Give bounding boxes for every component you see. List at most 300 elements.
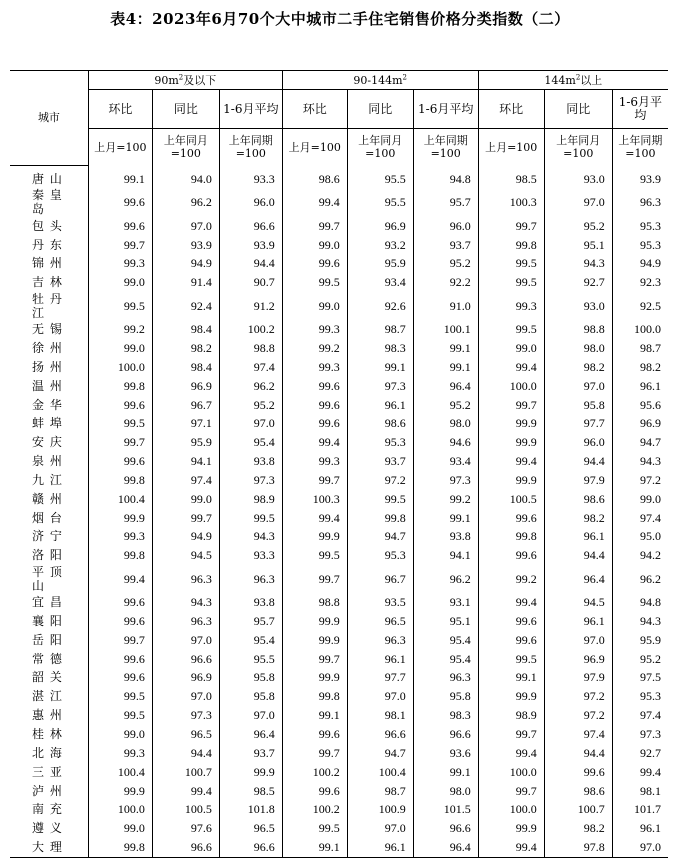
index-value: 99.6	[88, 188, 152, 216]
index-value: 99.8	[347, 508, 413, 527]
index-value: 99.5	[88, 292, 152, 320]
index-value: 94.3	[152, 593, 219, 612]
index-value: 97.0	[347, 819, 413, 838]
index-value: 98.6	[544, 781, 612, 800]
index-value: 100.0	[478, 800, 544, 819]
index-value: 95.5	[347, 188, 413, 216]
index-value: 101.7	[612, 800, 668, 819]
city-name: 大理	[10, 838, 88, 857]
index-value: 97.0	[152, 687, 219, 706]
index-value: 96.6	[413, 819, 478, 838]
index-value: 97.0	[347, 687, 413, 706]
index-value: 99.2	[478, 565, 544, 593]
index-value: 99.1	[88, 165, 152, 188]
index-value: 99.6	[478, 508, 544, 527]
index-value: 96.4	[219, 725, 282, 744]
index-value: 100.5	[478, 489, 544, 508]
index-value: 94.4	[219, 254, 282, 273]
index-value: 94.7	[612, 433, 668, 452]
index-value: 98.2	[544, 508, 612, 527]
index-value: 99.6	[88, 216, 152, 235]
index-value: 99.9	[282, 527, 347, 546]
base-header: 上月=100	[478, 129, 544, 166]
index-value: 97.2	[544, 706, 612, 725]
table-row	[10, 527, 668, 546]
index-value: 97.7	[544, 414, 612, 433]
index-value: 99.6	[544, 762, 612, 781]
index-value: 99.4	[478, 357, 544, 376]
index-value: 93.5	[347, 593, 413, 612]
index-value: 99.6	[478, 546, 544, 565]
index-value: 100.7	[152, 762, 219, 781]
index-value: 97.7	[347, 668, 413, 687]
index-value: 95.9	[152, 433, 219, 452]
index-value: 100.3	[478, 188, 544, 216]
index-value: 98.2	[612, 357, 668, 376]
index-value: 93.9	[219, 235, 282, 254]
index-value: 95.3	[612, 235, 668, 254]
table-row	[10, 565, 668, 593]
index-value: 99.2	[88, 320, 152, 339]
index-value: 96.2	[219, 376, 282, 395]
base-header: 上年同月=100	[544, 129, 612, 166]
index-value: 98.2	[544, 357, 612, 376]
index-value: 99.5	[219, 508, 282, 527]
index-value: 101.8	[219, 800, 282, 819]
index-value: 94.4	[544, 743, 612, 762]
index-value: 95.9	[347, 254, 413, 273]
index-value: 99.5	[282, 273, 347, 292]
index-value: 97.9	[544, 470, 612, 489]
index-value: 97.0	[544, 630, 612, 649]
city-name: 韶关	[32, 670, 62, 685]
table-row	[10, 630, 668, 649]
index-value: 99.4	[478, 593, 544, 612]
city-name: 唐山	[32, 171, 62, 186]
index-value: 92.3	[612, 273, 668, 292]
index-value: 97.2	[544, 687, 612, 706]
city-name: 徐州	[32, 340, 62, 355]
index-value: 100.4	[347, 762, 413, 781]
index-value: 99.0	[88, 819, 152, 838]
index-value: 92.7	[544, 273, 612, 292]
index-value: 99.5	[478, 254, 544, 273]
city-name: 秦皇岛	[32, 188, 62, 217]
sub-header-yoy: 同比	[544, 90, 612, 129]
group-header-medium: $90-144m^2$	[282, 71, 478, 90]
index-value: 99.4	[152, 781, 219, 800]
index-value: 99.4	[478, 743, 544, 762]
table-row	[10, 216, 668, 235]
index-value: 99.7	[478, 781, 544, 800]
index-value: 93.8	[219, 452, 282, 471]
index-value: 99.2	[282, 339, 347, 358]
index-value: 94.4	[152, 743, 219, 762]
table-row	[10, 762, 668, 781]
index-value: 93.7	[413, 235, 478, 254]
index-value: 100.9	[347, 800, 413, 819]
index-value: 96.3	[152, 612, 219, 631]
index-value: 95.3	[347, 546, 413, 565]
index-value: 99.6	[282, 725, 347, 744]
index-value: 99.9	[88, 781, 152, 800]
index-value: 100.2	[282, 762, 347, 781]
index-value: 93.2	[347, 235, 413, 254]
index-value: 95.8	[219, 668, 282, 687]
index-value: 99.1	[413, 357, 478, 376]
table-title: 表4：2023年6月70个大中城市二手住宅销售价格分类指数（二）	[110, 10, 570, 28]
index-value: 99.5	[282, 819, 347, 838]
city-name: 三亚	[32, 764, 62, 779]
index-value: 99.3	[282, 357, 347, 376]
index-value: 99.2	[413, 489, 478, 508]
index-value: 99.3	[282, 452, 347, 471]
index-value: 99.7	[88, 630, 152, 649]
index-value: 96.0	[544, 433, 612, 452]
index-value: 98.4	[152, 320, 219, 339]
index-value: 98.9	[478, 706, 544, 725]
index-value: 96.4	[413, 376, 478, 395]
index-value: 100.7	[544, 800, 612, 819]
index-value: 99.6	[282, 376, 347, 395]
base-header: 上年同期=100	[612, 129, 668, 166]
index-value: 95.1	[544, 235, 612, 254]
index-value: 101.5	[413, 800, 478, 819]
index-value: 99.3	[88, 743, 152, 762]
index-value: 99.0	[282, 235, 347, 254]
table-row	[10, 339, 668, 358]
index-value: 99.4	[478, 452, 544, 471]
city-name: 平顶山	[32, 564, 62, 593]
index-value: 94.3	[544, 254, 612, 273]
index-value: 99.8	[88, 470, 152, 489]
index-value: 96.4	[413, 838, 478, 857]
index-value: 98.6	[544, 489, 612, 508]
table-row	[10, 273, 668, 292]
city-name: 温州	[32, 378, 62, 393]
index-value: 99.0	[478, 339, 544, 358]
index-value: 91.2	[219, 292, 282, 320]
index-value: 97.0	[612, 838, 668, 857]
city-name: 九江	[32, 472, 62, 487]
index-value: 96.3	[152, 565, 219, 593]
index-value: 95.2	[219, 395, 282, 414]
index-value: 99.6	[478, 630, 544, 649]
index-value: 94.3	[219, 527, 282, 546]
index-value: 95.1	[413, 612, 478, 631]
index-value: 99.7	[88, 235, 152, 254]
index-value: 96.9	[152, 668, 219, 687]
index-value: 99.4	[282, 433, 347, 452]
index-value: 97.2	[347, 470, 413, 489]
index-value: 100.4	[88, 762, 152, 781]
index-value: 99.7	[282, 649, 347, 668]
index-value: 92.7	[612, 743, 668, 762]
base-header: 上年同月=100	[347, 129, 413, 166]
index-value: 91.4	[152, 273, 219, 292]
index-value: 99.5	[88, 706, 152, 725]
index-value: 100.2	[219, 320, 282, 339]
index-value: 99.8	[88, 838, 152, 857]
index-value: 99.6	[88, 395, 152, 414]
index-value: 99.6	[88, 612, 152, 631]
index-value: 99.4	[282, 188, 347, 216]
index-value: 99.9	[478, 470, 544, 489]
index-value: 99.3	[282, 320, 347, 339]
index-value: 99.9	[478, 687, 544, 706]
index-value: 95.0	[612, 527, 668, 546]
index-value: 94.9	[152, 254, 219, 273]
index-value: 98.7	[612, 339, 668, 358]
index-value: 95.2	[544, 216, 612, 235]
index-value: 96.1	[544, 612, 612, 631]
index-value: 97.3	[612, 725, 668, 744]
index-value: 98.6	[282, 165, 347, 188]
index-value: 99.6	[282, 395, 347, 414]
index-value: 94.9	[612, 254, 668, 273]
index-value: 97.9	[544, 668, 612, 687]
index-value: 95.7	[219, 612, 282, 631]
index-value: 95.4	[219, 433, 282, 452]
index-value: 99.5	[88, 414, 152, 433]
price-index-table	[10, 70, 668, 858]
index-value: 98.6	[347, 414, 413, 433]
table-row	[10, 470, 668, 489]
table-row	[10, 376, 668, 395]
table-row	[10, 508, 668, 527]
index-value: 97.0	[152, 630, 219, 649]
index-value: 96.9	[347, 216, 413, 235]
index-value: 99.9	[478, 414, 544, 433]
index-value: 98.7	[347, 781, 413, 800]
index-value: 100.0	[478, 376, 544, 395]
index-value: 99.0	[88, 273, 152, 292]
index-value: 99.8	[88, 546, 152, 565]
index-value: 96.1	[347, 838, 413, 857]
sub-header-avg: 1-6月平均	[219, 90, 282, 129]
city-name: 遵义	[32, 821, 62, 836]
index-value: 93.4	[413, 452, 478, 471]
table-row	[10, 743, 668, 762]
city-name: 常德	[32, 651, 62, 666]
index-value: 97.0	[544, 376, 612, 395]
index-value: 95.3	[612, 216, 668, 235]
index-value: 99.1	[413, 508, 478, 527]
index-value: 97.1	[152, 414, 219, 433]
index-value: 99.1	[413, 339, 478, 358]
index-value: 93.0	[544, 165, 612, 188]
index-value: 97.0	[219, 706, 282, 725]
index-value: 94.4	[544, 546, 612, 565]
base-header: 上年同期=100	[219, 129, 282, 166]
index-value: 98.1	[347, 706, 413, 725]
index-value: 96.4	[544, 565, 612, 593]
index-value: 99.7	[282, 216, 347, 235]
index-value: 97.0	[219, 414, 282, 433]
index-value: 94.7	[347, 527, 413, 546]
index-value: 99.6	[88, 593, 152, 612]
index-value: 94.9	[152, 527, 219, 546]
group-header-large: $144m^2$以上	[478, 71, 668, 90]
index-value: 99.7	[152, 508, 219, 527]
index-value: 98.5	[478, 165, 544, 188]
index-value: 98.8	[282, 593, 347, 612]
city-name: 丹东	[32, 237, 62, 252]
index-value: 95.5	[219, 649, 282, 668]
index-value: 99.1	[347, 357, 413, 376]
table-row	[10, 395, 668, 414]
index-value: 99.8	[282, 687, 347, 706]
table-row	[10, 612, 668, 631]
index-value: 95.2	[612, 649, 668, 668]
index-value: 94.5	[544, 593, 612, 612]
index-value: 99.4	[612, 762, 668, 781]
index-value: 97.3	[347, 376, 413, 395]
index-value: 100.2	[282, 800, 347, 819]
table-row	[10, 838, 668, 857]
index-value: 98.2	[544, 819, 612, 838]
index-value: 99.6	[282, 254, 347, 273]
index-value: 99.7	[282, 470, 347, 489]
index-value: 96.3	[347, 630, 413, 649]
index-value: 97.2	[612, 470, 668, 489]
city-name: 北海	[32, 745, 62, 760]
table-row	[10, 188, 668, 216]
index-value: 99.5	[347, 489, 413, 508]
index-value: 98.0	[413, 414, 478, 433]
base-header: 上月=100	[88, 129, 152, 166]
index-value: 98.8	[544, 320, 612, 339]
index-value: 95.8	[219, 687, 282, 706]
index-value: 96.3	[219, 565, 282, 593]
index-value: 96.5	[347, 612, 413, 631]
index-value: 96.1	[612, 376, 668, 395]
index-value: 97.6	[152, 819, 219, 838]
index-value: 99.8	[478, 235, 544, 254]
index-value: 96.6	[347, 725, 413, 744]
index-value: 99.1	[413, 762, 478, 781]
sub-header-mom: 环比	[282, 90, 347, 129]
index-value: 96.0	[413, 216, 478, 235]
table-row	[10, 725, 668, 744]
table-row	[10, 649, 668, 668]
index-value: 99.1	[478, 668, 544, 687]
index-value: 94.1	[413, 546, 478, 565]
index-value: 95.9	[612, 630, 668, 649]
index-value: 99.5	[478, 320, 544, 339]
index-value: 94.4	[544, 452, 612, 471]
index-value: 95.3	[347, 433, 413, 452]
index-value: 98.1	[612, 781, 668, 800]
table-row	[10, 781, 668, 800]
index-value: 98.8	[219, 339, 282, 358]
index-value: 95.4	[413, 630, 478, 649]
table-row	[10, 593, 668, 612]
base-header: 上年同月=100	[152, 129, 219, 166]
table-row	[10, 546, 668, 565]
index-value: 94.8	[413, 165, 478, 188]
index-value: 94.3	[612, 452, 668, 471]
table-row	[10, 165, 668, 188]
index-value: 99.5	[478, 273, 544, 292]
index-value: 93.7	[219, 743, 282, 762]
table-row	[10, 800, 668, 819]
city-name: 包头	[32, 218, 62, 233]
index-value: 96.5	[152, 725, 219, 744]
base-header: 上年同期=100	[413, 129, 478, 166]
index-value: 93.3	[219, 546, 282, 565]
index-value: 94.0	[152, 165, 219, 188]
index-value: 97.8	[544, 838, 612, 857]
index-value: 94.2	[612, 546, 668, 565]
index-value: 99.7	[478, 395, 544, 414]
index-value: 97.3	[219, 470, 282, 489]
index-value: 92.2	[413, 273, 478, 292]
index-value: 97.0	[544, 188, 612, 216]
index-value: 99.8	[88, 376, 152, 395]
index-value: 96.5	[219, 819, 282, 838]
index-value: 99.5	[282, 546, 347, 565]
index-value: 99.1	[282, 838, 347, 857]
index-value: 99.6	[282, 781, 347, 800]
index-value: 100.0	[88, 800, 152, 819]
index-value: 97.4	[544, 725, 612, 744]
index-value: 93.0	[544, 292, 612, 320]
city-name: 金华	[32, 397, 62, 412]
index-value: 99.6	[282, 414, 347, 433]
sub-header-yoy: 同比	[347, 90, 413, 129]
index-value: 95.4	[413, 649, 478, 668]
city-name: 吉林	[32, 275, 62, 290]
index-value: 93.1	[413, 593, 478, 612]
index-value: 98.3	[413, 706, 478, 725]
index-value: 99.7	[282, 743, 347, 762]
index-value: 99.7	[478, 216, 544, 235]
index-value: 98.4	[152, 357, 219, 376]
index-value: 96.3	[413, 668, 478, 687]
index-value: 97.3	[152, 706, 219, 725]
index-value: 99.0	[612, 489, 668, 508]
index-value: 93.9	[612, 165, 668, 188]
index-value: 99.5	[88, 687, 152, 706]
table-body	[10, 165, 668, 857]
index-value: 100.0	[88, 357, 152, 376]
index-value: 99.4	[478, 838, 544, 857]
table-row	[10, 452, 668, 471]
city-name: 泉州	[32, 454, 62, 469]
index-value: 94.8	[612, 593, 668, 612]
index-value: 98.7	[347, 320, 413, 339]
index-value: 96.1	[347, 395, 413, 414]
table-row	[10, 668, 668, 687]
index-value: 94.1	[152, 452, 219, 471]
index-value: 90.7	[219, 273, 282, 292]
index-value: 99.3	[88, 527, 152, 546]
index-value: 96.6	[219, 838, 282, 857]
city-name: 无锡	[32, 322, 62, 337]
table-row	[10, 414, 668, 433]
index-value: 95.7	[413, 188, 478, 216]
index-value: 99.0	[152, 489, 219, 508]
index-value: 99.9	[282, 630, 347, 649]
index-value: 93.7	[347, 452, 413, 471]
table-row	[10, 706, 668, 725]
index-value: 99.4	[282, 508, 347, 527]
table-row	[10, 819, 668, 838]
index-value: 99.4	[88, 565, 152, 593]
index-value: 92.6	[347, 292, 413, 320]
index-value: 93.8	[413, 527, 478, 546]
